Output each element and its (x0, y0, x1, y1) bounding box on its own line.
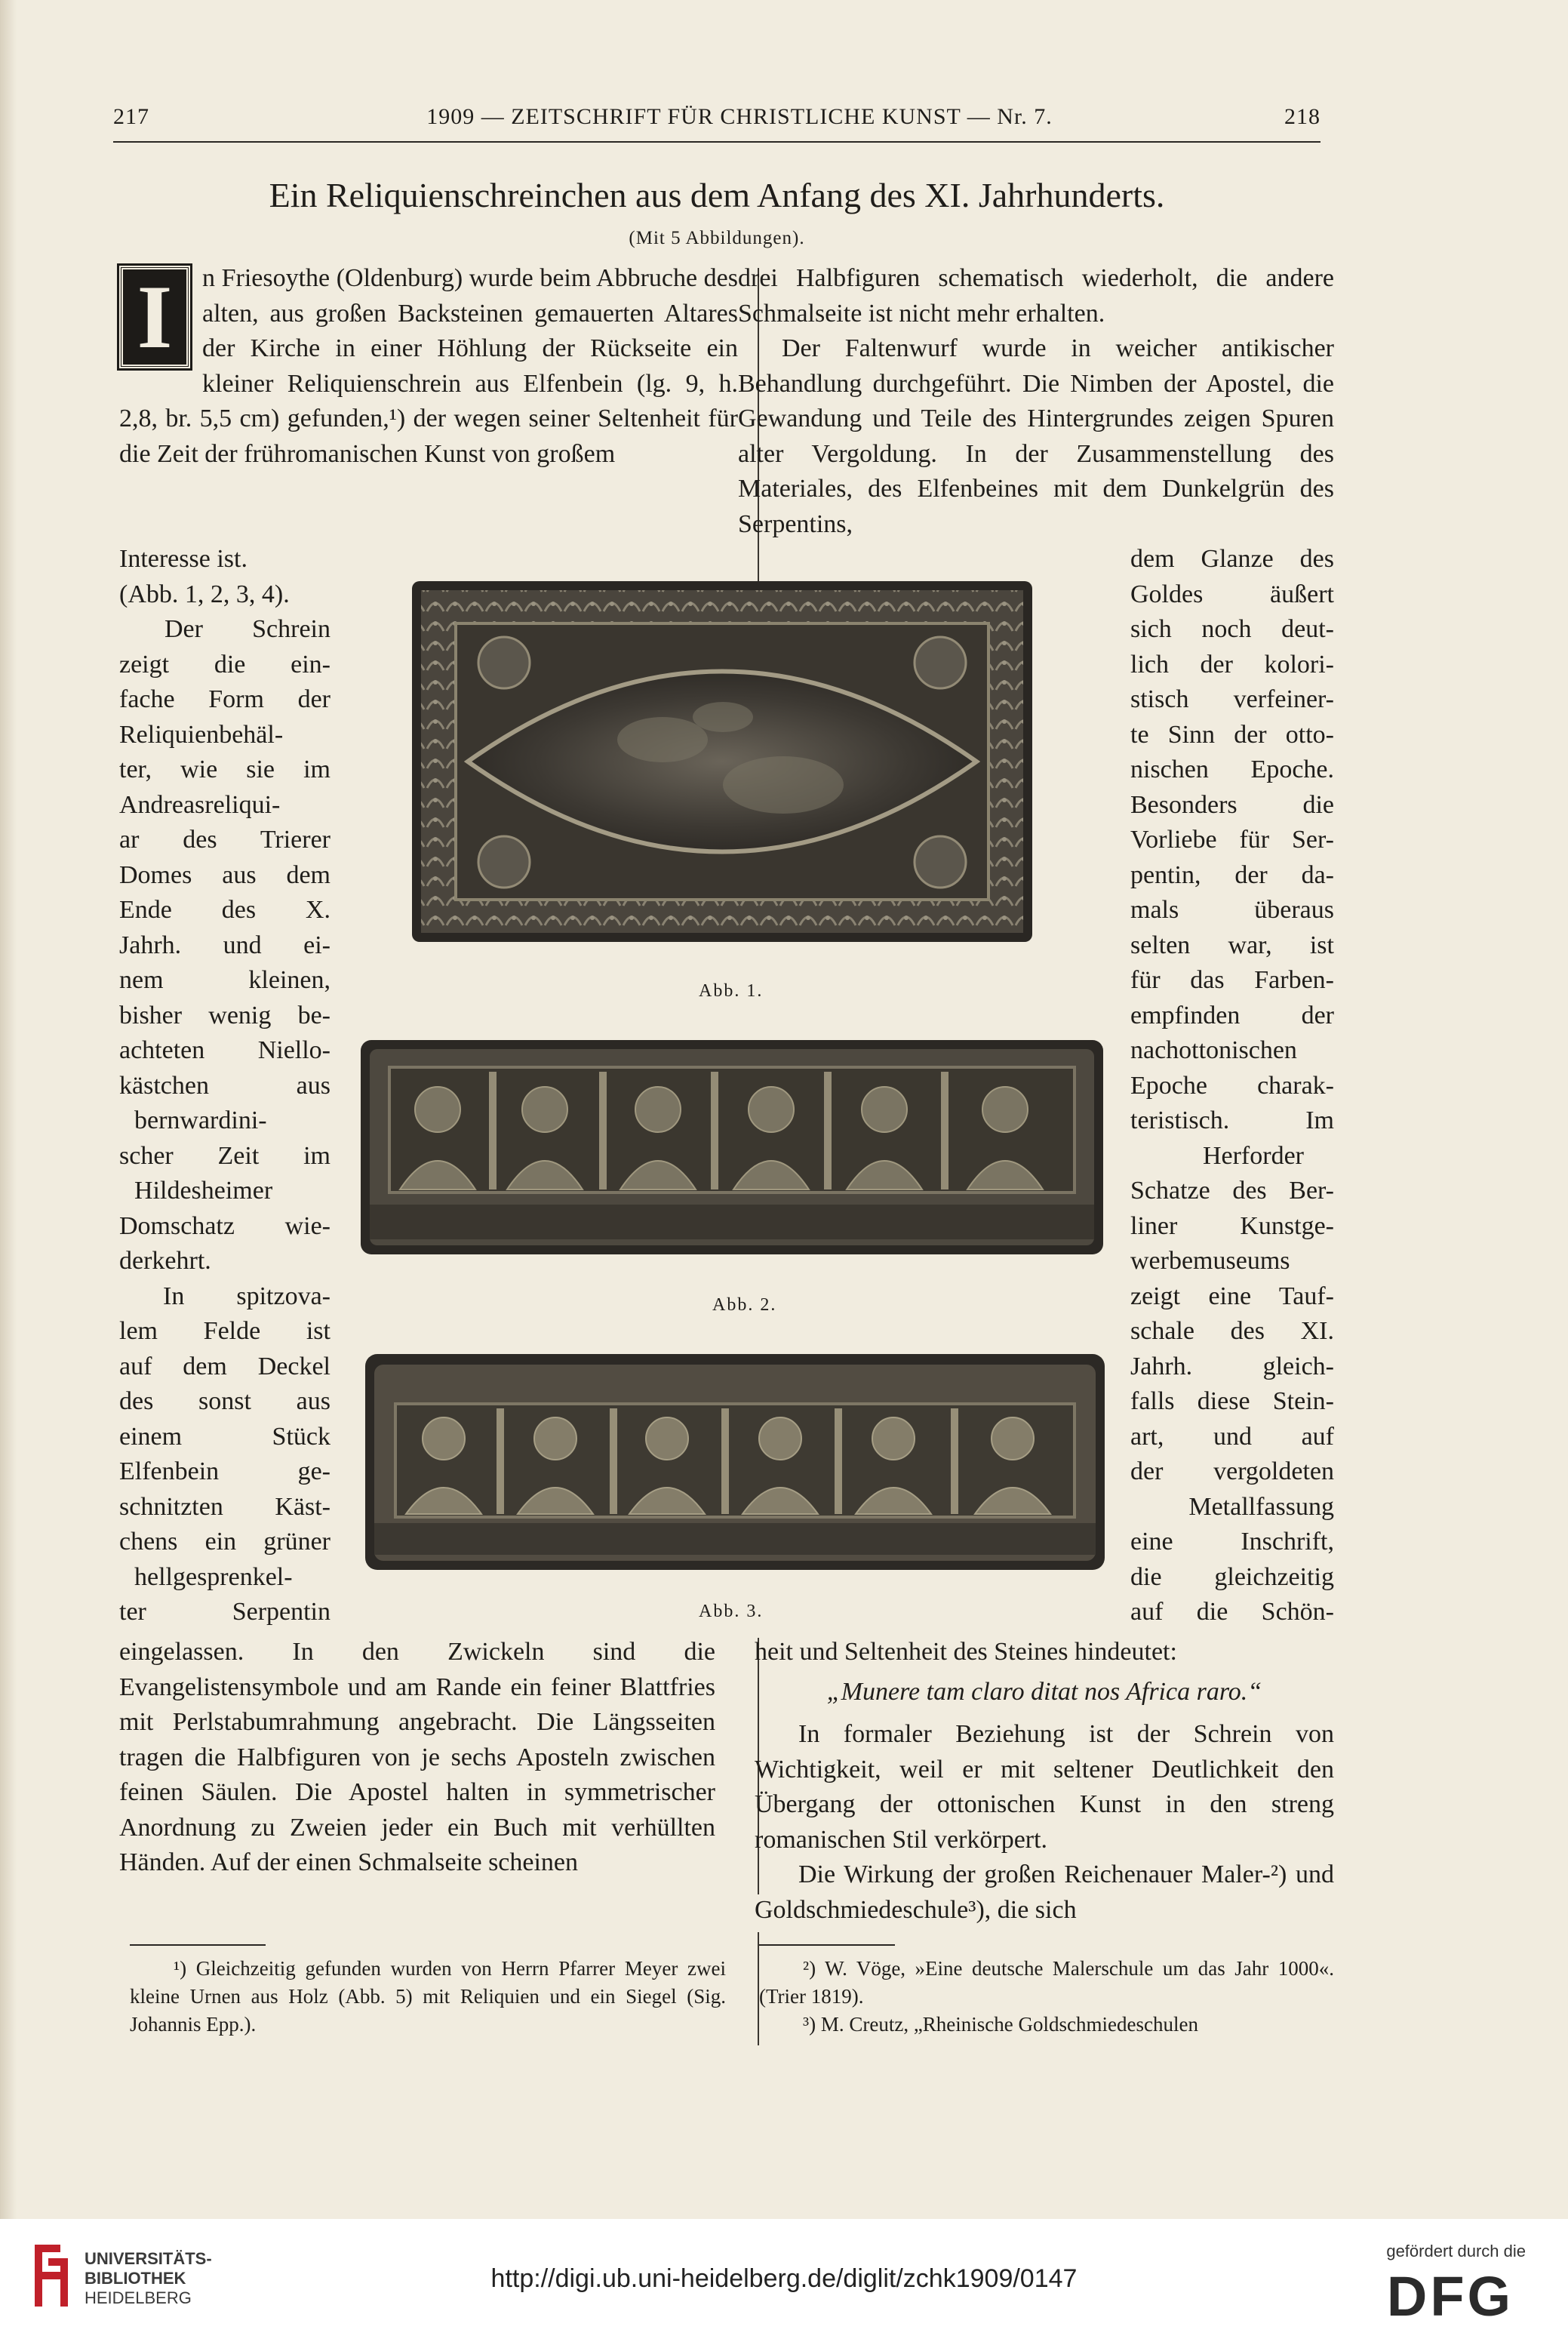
left-column-intro (119, 261, 738, 472)
drop-cap-initial: I (119, 266, 190, 368)
inscription-quote: „Munere tam claro ditat nos Africa raro.“ (826, 1677, 1262, 1706)
text-line: schnitzten Käst- (119, 1492, 331, 1521)
dfg-logo-icon (1375, 2266, 1526, 2325)
text-line: sich noch deut- (1130, 615, 1334, 643)
text-line: zeigt eine Tauf- (1130, 1282, 1334, 1310)
text-line: (Abb. 1, 2, 3, 4). (119, 580, 290, 608)
article-title: Ein Reliquienschreinchen aus dem Anfang des XI. Jahrhunderts. (269, 176, 1165, 214)
footnote-1: ¹) Gleichzeitig gefunden wurden von Herrn Pfarrer Meyer zwei kleine Urnen aus Holz (Abb. 5) mit Reliquien und ein Siegel (Sig. Johannis Epp.). (130, 1957, 726, 2036)
text-line: falls diese Stein- (1130, 1387, 1334, 1415)
figure-3-apostle-side (361, 1348, 1109, 1576)
text-line: Hildesheimer (134, 1177, 273, 1205)
text-line: Domschatz wie- (119, 1211, 331, 1240)
library-name-line: UNIVERSITÄTS- (85, 2249, 212, 2268)
text-line: ter Serpentin (119, 1598, 331, 1626)
right-column-top (738, 261, 1334, 542)
page-number-left: 217 (113, 104, 149, 129)
footnote-3: ³) M. Creutz, „Rheinische Goldschmiedeschulen (803, 2013, 1198, 2036)
footnote-rule-left (130, 1944, 266, 1946)
dfg-logo-text: DFG (1386, 2266, 1514, 2325)
figure-3-caption: Abb. 3. (699, 1602, 764, 1621)
text-line: lich der kolori- (1130, 650, 1334, 679)
text-line: Metallfassung (1188, 1492, 1334, 1521)
text-line: Reliquienbehäl- (119, 720, 284, 749)
text-line: Ende des X. (119, 896, 331, 924)
text-line: selten war, ist (1130, 931, 1334, 959)
left-column-bottom (119, 1635, 715, 1881)
text-line: Schatze des Ber- (1130, 1177, 1334, 1205)
header-rule (113, 141, 1321, 143)
text-line: empfinden der (1130, 1001, 1334, 1029)
paragraph-schmalseite: drei Halbfiguren schematisch wiederholt, die andere Schmalseite ist nicht mehr erhalten. (738, 264, 1334, 328)
text-line: nischen Epoche. (1130, 756, 1334, 783)
footnote-left (130, 1955, 726, 2039)
text-line: nachottonischen (1130, 1036, 1297, 1064)
text-line: dem Glanze des (1130, 545, 1334, 573)
paragraph-lead: heit und Seltenheit des Steines hindeutet: (755, 1638, 1177, 1666)
intro-paragraph: n Friesoythe (Oldenburg) wurde beim Abbruche des alten, aus großen Backsteinen gemauerten Altares der Kirche in einer Höhlung der Rückseite ein kleiner Reliquienschrein aus Elfenbein (lg. 9, h. 2,8, br. 5,5 cm) gefunden,¹) der wegen seiner Seltenheit für die Zeit der frühromanischen Kunst von großem (119, 264, 738, 468)
text-line: fache Form der (119, 685, 331, 713)
paragraph-evangelists: eingelassen. In den Zwickeln sind die Evangelistensymbole und am Rande ein feiner Blattfries mit Perlstabumrahmung angebracht. Die Längsseiten tragen die Halbfiguren von je sechs Aposteln zwischen feinen Säulen. Die Apostel halten in symmetrischer Anordnung zu Zweien jeder ein Buch mit verhüllten Händen. Auf der einen Schmalseite scheinen (119, 1638, 715, 1876)
page-number-right: 218 (1284, 104, 1321, 129)
text-line: Der Schrein (164, 615, 331, 643)
text-line: Epoche charak- (1130, 1071, 1334, 1100)
text-line: scher Zeit im (119, 1141, 331, 1170)
figure-2-caption: Abb. 2. (712, 1295, 777, 1315)
text-line: Elfenbein ge- (119, 1457, 331, 1485)
footnote-2: ²) W. Vöge, »Eine deutsche Malerschule um das Jahr 1000«. (Trier 1819). (759, 1957, 1334, 2008)
text-line: kästchen aus (119, 1071, 331, 1100)
text-line: Herforder (1202, 1141, 1304, 1170)
text-line: Andreasreliqui- (119, 790, 281, 819)
library-name-line: HEIDELBERG (85, 2288, 192, 2307)
text-line: Besonders die (1130, 790, 1334, 819)
text-line: achteten Niello- (119, 1036, 331, 1064)
library-footer (0, 2219, 1568, 2342)
text-line: nem kleinen, (119, 966, 331, 994)
text-line: die gleichzeitig (1130, 1562, 1334, 1591)
text-line: derkehrt. (119, 1247, 211, 1275)
text-line: auf die Schön- (1130, 1598, 1334, 1626)
text-line: mals überaus (1130, 896, 1334, 924)
paragraph-reichenau: Die Wirkung der großen Reichenauer Maler-²) und Goldschmiedeschule³), die sich (755, 1860, 1334, 1924)
journal-heading: 1909 — ZEITSCHRIFT FÜR CHRISTLICHE KUNST — Nr. 7. (426, 104, 1053, 129)
right-column-bottom (755, 1635, 1334, 1928)
text-line: bisher wenig be- (119, 1001, 331, 1029)
right-narrow-column (1130, 542, 1334, 1630)
text-line: für das Farben- (1130, 966, 1334, 994)
left-narrow-column (119, 542, 331, 1630)
text-line: werbemuseums (1130, 1247, 1290, 1275)
text-line: einem Stück (119, 1422, 331, 1451)
text-line: teristisch. Im (1130, 1106, 1334, 1134)
text-line: Domes aus dem (119, 860, 331, 889)
text-line: Goldes äußert (1130, 580, 1334, 608)
page-edge-left (0, 0, 17, 2219)
figure-1-caption: Abb. 1. (699, 981, 764, 1001)
permalink-url[interactable]: http://digi.ub.uni-heidelberg.de/diglit/zchk1909/0147 (490, 2264, 1078, 2293)
text-line: chens ein grüner (119, 1528, 331, 1556)
footnote-rule-right (759, 1944, 895, 1946)
text-line: eine Inschrift, (1130, 1528, 1334, 1556)
text-line: In spitzova- (163, 1282, 331, 1310)
figure-1-reliquary-lid (406, 574, 1038, 949)
text-line: Interesse ist. (119, 545, 247, 573)
paragraph-faltenwurf: Der Faltenwurf wurde in weicher antikischer Behandlung durchgeführt. Die Nimben der Apostel, die Gewandung und Teile des Hintergrundes zeigen Spuren alter Vergoldung. In der Zusammenstellung des Materiales, des Elfenbeines mit dem Dunkelgrün des Serpentins, (738, 334, 1334, 538)
text-line: art, und auf (1130, 1422, 1334, 1451)
text-line: zeigt die ein- (119, 650, 331, 679)
text-line: der vergoldeten (1130, 1457, 1334, 1485)
figure-2-apostle-side (356, 1034, 1108, 1260)
paragraph-formal: In formaler Beziehung ist der Schrein von Wichtigkeit, weil er mit seltener Deutlichkeit den Übergang der ottonischen Kunst in den streng romanischen Stil verkörpert. (755, 1720, 1334, 1854)
funding-note: gefördert durch die (1386, 2242, 1526, 2260)
running-header (113, 104, 1321, 134)
footnote-right (759, 1955, 1334, 2039)
text-line: te Sinn der otto- (1130, 720, 1334, 749)
text-line: ar des Trierer (119, 826, 331, 854)
text-line: ter, wie sie im (119, 756, 331, 783)
text-line: Jahrh. und ei- (119, 931, 331, 959)
text-line: schale des XI. (1130, 1317, 1334, 1345)
text-line: liner Kunstge- (1130, 1211, 1334, 1240)
library-name-line: BIBLIOTHEK (85, 2269, 186, 2288)
text-line: auf dem Deckel (119, 1352, 331, 1380)
text-line: des sonst aus (119, 1387, 331, 1415)
text-line: Vorliebe für Ser- (1130, 826, 1334, 854)
text-line: bernwardini- (134, 1106, 267, 1134)
text-line: lem Felde ist (119, 1317, 331, 1345)
article-subtitle: (Mit 5 Abbildungen). (629, 228, 805, 248)
text-line: Jahrh. gleich- (1130, 1352, 1334, 1380)
text-line: hellgesprenkel- (134, 1562, 293, 1591)
text-line: pentin, der da- (1130, 860, 1334, 889)
text-line: stisch verfeiner- (1130, 685, 1334, 713)
